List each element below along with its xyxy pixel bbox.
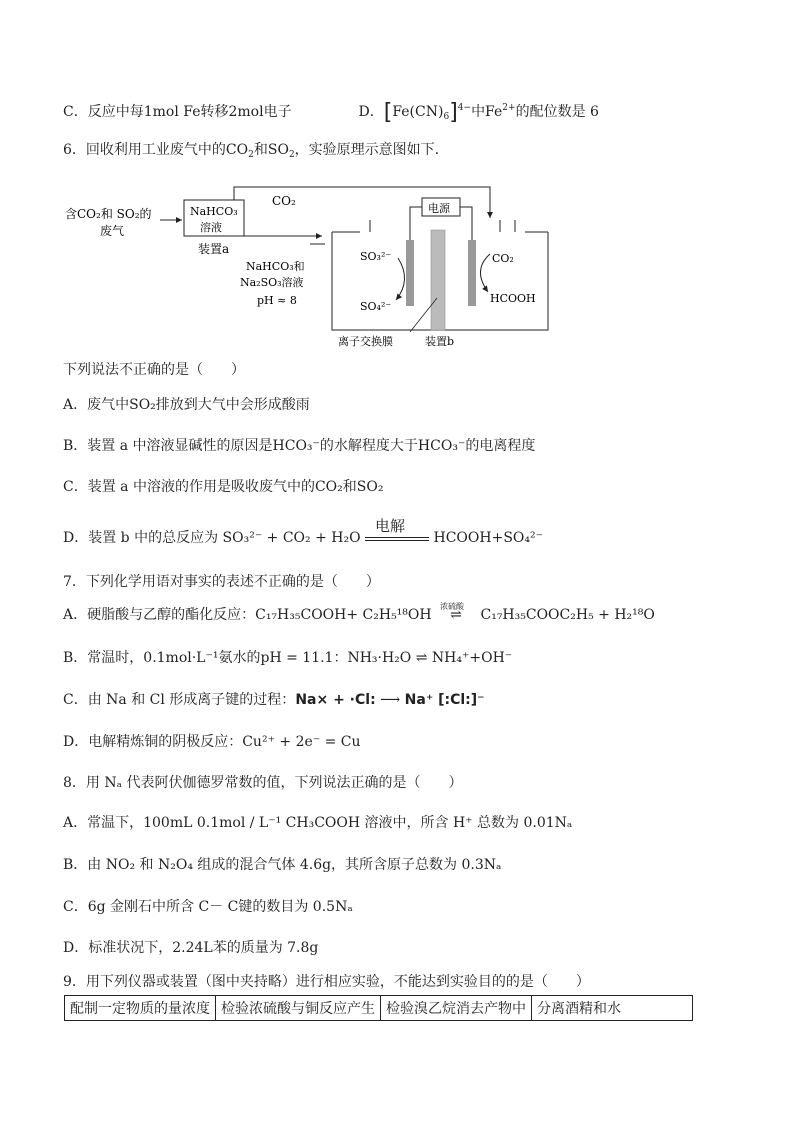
q5-c-num2: 2mol <box>228 104 264 120</box>
q7-option-d: D．电解精炼铜的阴极反应：Cu²⁺ + 2e⁻ = Cu <box>63 734 361 750</box>
reversible-arrow-b: ⇌ <box>415 650 428 666</box>
power-label: 电源 <box>428 202 450 215</box>
q5-d-sup2: 2+ <box>502 103 516 113</box>
q5-c-suffix: 电子 <box>263 104 292 120</box>
box-a-line1: NaHCO₃ <box>190 205 238 218</box>
q8-option-d: D．标准状况下，2.24L苯的质量为 7.8g <box>63 940 319 956</box>
solution-label-1: NaHCO₃和 <box>246 260 305 273</box>
q6-option-d <box>63 517 543 548</box>
q6-ask: 下列说法不正确的是（ ） <box>63 362 245 378</box>
co2-top-label: CO₂ <box>272 194 296 208</box>
table-cell: 分离酒精和水 <box>532 996 693 1021</box>
q8-option-b: B．由 NO₂ 和 N₂O₄ 组成的混合气体 4.6g，其所含原子总数为 0.3Nₐ <box>63 857 502 873</box>
ion-exchange-membrane <box>431 230 445 330</box>
q7-option-a: A．硬脂酸与乙醇的酯化反应：C₁₇H₃₅COOH+ C₂H₅¹⁸OH 浓硫酸 ⇌ C₁₇H₃₅COOC₂H₅ + H₂¹⁸O <box>63 602 655 623</box>
q5-c-num: 1mol <box>143 104 179 120</box>
so3-label: SO₃²⁻ <box>360 250 392 263</box>
q5-c-mid: Fe转移 <box>183 104 229 120</box>
table-cell: 检验溴乙烷消去产物中 <box>381 996 532 1021</box>
q8-option-a: A．常温下，100mL 0.1mol / L⁻¹ CH₃COOH 溶液中，所含 H⁺ 总数为 0.01Nₐ <box>63 815 573 831</box>
q6-option-c: C．装置 a 中溶液的作用是吸收废气中的CO₂和SO₂ <box>63 479 384 495</box>
q5-options-cd: C．反应中每1mol Fe转移2mol电子 D．$[Fe(CN)_6]^{4-}$中$Fe^{2+}$的配位数是 6 <box>63 100 599 125</box>
q7-stem: 7．下列化学用语对事实的表述不正确的是（ ） <box>63 574 380 590</box>
device-b-label: 装置b <box>425 335 455 348</box>
so4-label: SO₄²⁻ <box>360 300 392 313</box>
q9-stem: 9．用下列仪器或装置（图中夹持略）进行相应实验，不能达到实验目的的是（ ） <box>63 974 590 990</box>
q6-stem: 6．回收利用工业废气中的$CO_2$和$SO_2$，实验原理示意图如下. <box>63 142 440 160</box>
gas-in-label-1: 含CO₂和 SO₂的 <box>65 207 152 221</box>
left-electrode <box>406 240 414 306</box>
reaction-arrow: ⟶ <box>380 692 401 708</box>
co2-right-label: CO₂ <box>492 252 514 265</box>
q6-d-left: D．装置 b 中的总反应为 SO₃²⁻ + CO₂ + H₂O <box>63 530 361 546</box>
q8-stem: 8．用 Nₐ 代表阿伏伽德罗常数的值，下列说法正确的是（ ） <box>63 775 463 791</box>
table-row <box>65 996 693 1021</box>
q5-d-mid: 中Fe <box>471 104 503 120</box>
q6-option-a: A．废气中SO₂排放到大气中会形成酸雨 <box>63 397 310 413</box>
electrolysis-arrow <box>365 517 429 548</box>
q6-apparatus-diagram <box>60 180 560 350</box>
q5-c-prefix: C．反应中每 <box>63 104 144 120</box>
reversible-arrow-a: 浓硫酸 ⇌ <box>440 602 465 623</box>
solution-label-2: Na₂SO₃溶液 <box>240 276 304 289</box>
table-cell: 检验浓硫酸与铜反应产生 <box>216 996 381 1021</box>
hcooh-label: HCOOH <box>490 292 536 305</box>
solution-label-3: pH ≈ 8 <box>257 294 297 307</box>
q7-option-b: B．常温时，0.1mol·L⁻¹氨水的pH = 11.1：NH₃·H₂O ⇌ NH₄⁺+OH⁻ <box>63 650 513 666</box>
membrane-label: 离子交换膜 <box>338 335 393 348</box>
q5-d-formula: Fe(CN) <box>392 104 444 120</box>
gas-in-label-2: 废气 <box>100 224 125 238</box>
q5-d-sub: 6 <box>443 112 450 122</box>
q6-d-right: HCOOH+SO₄²⁻ <box>433 530 543 546</box>
q6-option-b: B．装置 a 中溶液显碱性的原因是HCO₃⁻的水解程度大于HCO₃⁻的电离程度 <box>63 438 536 454</box>
electrolysis-label: 电解 <box>375 517 406 535</box>
q5-d-suffix: 的配位数是 6 <box>515 104 599 120</box>
right-electrode <box>468 240 476 306</box>
device-a-label: 装置a <box>198 242 230 256</box>
q8-option-c: C．6g 金刚石中所含 C－ C键的数目为 0.5Nₐ <box>63 899 353 915</box>
table-cell: 配制一定物质的量浓度 <box>65 996 216 1021</box>
q7-option-c: C．由 Na 和 Cl 形成离子键的过程：Na× + ·Cl: ⟶ Na⁺ [:Cl:]⁻ <box>63 692 485 708</box>
q9-table <box>64 995 693 1021</box>
q5-d-sup: 4− <box>457 103 472 113</box>
q5-d-prefix: D． <box>358 104 384 120</box>
box-a-line2: 溶液 <box>200 221 222 234</box>
